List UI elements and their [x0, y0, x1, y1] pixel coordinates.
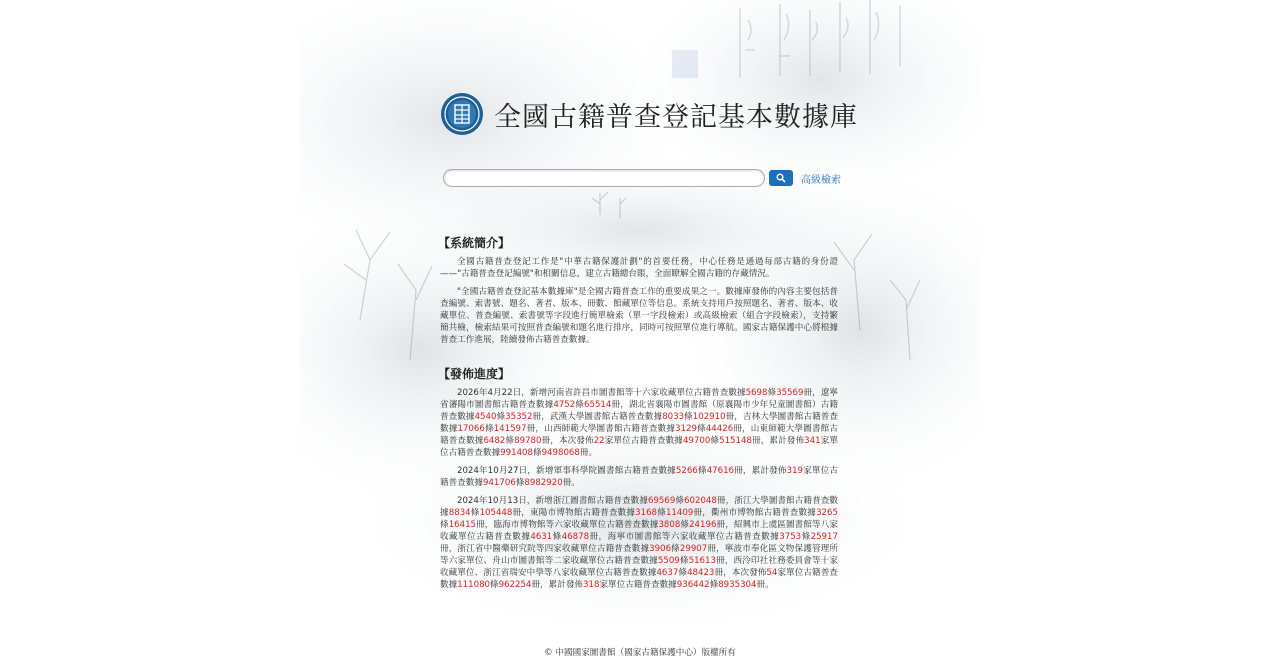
highlight-number: 941706 — [482, 478, 516, 488]
highlight-number: 69569 — [647, 496, 676, 506]
update-text: 條 — [671, 544, 680, 554]
advanced-search-link[interactable]: 高級檢索 — [801, 174, 841, 186]
highlight-number: 35569 — [776, 388, 804, 398]
highlight-number: 44426 — [705, 424, 734, 434]
update-text: 條 — [532, 448, 542, 458]
site-header — [440, 92, 858, 136]
site-title: 全國古籍普查登記基本數據庫 — [494, 101, 858, 133]
update-text: 冊，本次發佈 — [714, 568, 767, 578]
highlight-number: 46878 — [561, 532, 590, 542]
update-text: 條 — [657, 508, 666, 518]
intro-paragraph: "全國古籍普查登記基本數據庫"是全國古籍普查工作的重要成果之一。數據庫發佈的內容主要包括普查編號、索書號、題名、著者、版本、冊數、館藏單位等信息。系統支持用戶按照題名、著者、版本、收藏單位、普查編號、索書號等字段進行簡單檢索（單一字段檢索）或高級檢索（組合字段檢索），支持繁簡共檢，檢索結果可按照普查編號和題名進行排序，同時可按照單位進行導航。國家古籍保護中心將根據普查工作進展，陸續發佈古籍普查數據。 — [440, 287, 838, 345]
release-update-item — [440, 495, 838, 591]
highlight-number: 29907 — [679, 544, 708, 554]
library-seal-logo[interactable] — [440, 92, 484, 136]
progress-heading: 【發佈進度】 — [438, 367, 511, 381]
update-text: 家單位古籍普查數據 — [604, 436, 683, 446]
update-text: 家單位古籍普查數據 — [440, 436, 838, 458]
highlight-number: 6482 — [483, 436, 506, 446]
update-text: 條 — [709, 580, 719, 590]
update-text: 條 — [696, 424, 706, 434]
footer-copyright: © 中國國家圖書館（國家古籍保護中心）版權所有 — [544, 648, 736, 658]
release-update-item — [440, 465, 838, 489]
update-text: 冊，紹興市上虞區圖書館等八家收藏單位古籍普查數據 — [440, 520, 838, 542]
highlight-number: 936442 — [676, 580, 710, 590]
highlight-number: 3265 — [816, 508, 838, 518]
update-text: 冊。 — [756, 580, 774, 590]
update-text: 條 — [490, 580, 499, 590]
highlight-number: 17066 — [457, 424, 485, 434]
update-text: 2026年4月22日，新增河南省許昌市圖書館等十六家收藏單位古籍普查數據 — [457, 388, 746, 398]
highlight-number: 47616 — [706, 466, 735, 476]
intro-paragraph: 全國古籍普查登記工作是"中華古籍保護計劃"的首要任務，中心任務是通過每部古籍的身份證——"古籍普查登記編號"和相關信息，建立古籍總台賬，全面瞭解全國古籍的存藏情況。 — [440, 257, 838, 279]
update-text: 條 — [678, 568, 688, 578]
update-text: 冊，海寧市圖書館等六家收藏單位古籍普查數據 — [589, 532, 780, 542]
highlight-number: 4752 — [553, 400, 576, 410]
search-button[interactable] — [769, 170, 793, 186]
highlight-number: 54 — [766, 568, 778, 578]
update-text: 條 — [515, 478, 525, 488]
highlight-number: 5698 — [745, 388, 768, 398]
highlight-number: 5509 — [657, 556, 680, 566]
highlight-number: 105448 — [479, 508, 513, 518]
highlight-number: 4540 — [474, 412, 497, 422]
update-text: 條 — [680, 520, 690, 530]
update-text: 冊，武漢大學圖書館古籍普查數據 — [532, 412, 663, 422]
main-content — [440, 235, 838, 597]
highlight-number: 4631 — [530, 532, 553, 542]
highlight-number: 111080 — [457, 580, 491, 590]
highlight-number: 5266 — [675, 466, 698, 476]
highlight-number: 16415 — [448, 520, 477, 530]
highlight-number: 9498068 — [541, 448, 580, 458]
highlight-number: 602048 — [684, 496, 717, 506]
highlight-number: 65514 — [584, 400, 612, 410]
update-text: 冊，寧波市奉化區文物保護管理所等六家單位、舟山市圖書館等二家收藏單位古籍普查數據 — [440, 544, 838, 566]
update-text: 2024年10月27日，新增軍事科學院圖書館古籍普查數據 — [457, 466, 676, 476]
highlight-number: 89780 — [514, 436, 542, 446]
highlight-number: 141597 — [493, 424, 527, 434]
update-text: 冊，累計發佈 — [734, 466, 787, 476]
update-text: 家單位古籍普查數據 — [440, 568, 838, 590]
search-input[interactable] — [443, 169, 765, 187]
highlight-number: 8982920 — [524, 478, 563, 488]
update-text: 條 — [767, 388, 777, 398]
highlight-number: 341 — [804, 436, 821, 446]
update-text: 冊，累計發佈 — [751, 436, 805, 446]
highlight-number: 318 — [583, 580, 600, 590]
highlight-number: 25917 — [810, 532, 838, 542]
update-text: 冊，吉林大學圖書館古籍普查數據 — [440, 412, 838, 434]
highlight-number: 35352 — [505, 412, 533, 422]
release-updates-list — [440, 387, 838, 591]
update-text: 冊，遼寧省瀋陽市圖書館古籍普查數據 — [440, 388, 838, 410]
highlight-number: 22 — [593, 436, 605, 446]
highlight-number: 51613 — [688, 556, 716, 566]
intro-heading: 【系統簡介】 — [438, 236, 511, 250]
highlight-number: 319 — [786, 466, 804, 476]
update-text: 冊，浙江省中醫藥研究院等四家收藏單位古籍普查數據 — [440, 544, 650, 554]
highlight-number: 48423 — [687, 568, 715, 578]
highlight-number: 8834 — [448, 508, 471, 518]
update-text: 條 — [710, 436, 720, 446]
update-text: 冊，湖北省襄陽市圖書館（原襄陽市少年兒童圖書館）古籍普查數據 — [440, 400, 838, 422]
update-text: 冊，山西師範大學圖書館古籍普查數據 — [526, 424, 676, 434]
search-bar — [443, 169, 841, 187]
update-text: 條 — [675, 496, 685, 506]
update-text: 冊，東陽市博物館古籍普查數據 — [512, 508, 636, 518]
highlight-number: 991408 — [500, 448, 533, 458]
highlight-number: 3808 — [658, 520, 681, 530]
highlight-number: 24196 — [689, 520, 717, 530]
highlight-number: 3168 — [635, 508, 658, 518]
update-text: 冊，山東師範大學圖書館古籍普查數據 — [440, 424, 838, 446]
update-text: 2024年10月13日，新增浙江圖書館古籍普查數據 — [457, 496, 648, 506]
highlight-number: 102910 — [692, 412, 726, 422]
highlight-number: 8935304 — [718, 580, 757, 590]
update-text: 冊，西泠印社社務委員會等十家收藏單位、浙江省瑞安中學等八家收藏單位古籍普查數據 — [440, 556, 838, 578]
update-text: 條 — [496, 412, 506, 422]
update-text: 冊，衢州市博物館古籍普查數據 — [693, 508, 817, 518]
update-text: 冊，本次發佈 — [541, 436, 594, 446]
update-text: 冊，浙江大學圖書館古籍普查數據 — [440, 496, 838, 518]
update-text: 條 — [484, 424, 494, 434]
update-text: 家單位古籍普查數據 — [440, 466, 838, 488]
update-text: 條 — [440, 520, 449, 530]
update-text: 條 — [697, 466, 707, 476]
update-text: 家單位古籍普查數據 — [599, 580, 677, 590]
update-text: 條 — [505, 436, 515, 446]
update-text: 條 — [679, 556, 689, 566]
highlight-number: 3906 — [649, 544, 672, 554]
update-text: 條 — [470, 508, 480, 518]
update-text: 條 — [575, 400, 585, 410]
highlight-number: 11409 — [665, 508, 694, 518]
update-text: 條 — [552, 532, 562, 542]
update-text: 冊，累計發佈 — [531, 580, 584, 590]
search-icon — [776, 173, 786, 183]
update-text: 冊。 — [562, 478, 580, 488]
highlight-number: 515148 — [719, 436, 752, 446]
highlight-number: 962254 — [498, 580, 532, 590]
update-text: 冊。 — [579, 448, 598, 458]
update-text: 條 — [684, 412, 693, 422]
release-update-item — [440, 387, 838, 459]
highlight-number: 8033 — [662, 412, 685, 422]
highlight-number: 49700 — [682, 436, 711, 446]
highlight-number: 3753 — [779, 532, 802, 542]
update-text: 條 — [801, 532, 811, 542]
highlight-number: 3129 — [675, 424, 697, 434]
highlight-number: 4637 — [656, 568, 679, 578]
update-text: 冊，臨海市博物館等六家收藏單位古籍普查數據 — [476, 520, 659, 530]
